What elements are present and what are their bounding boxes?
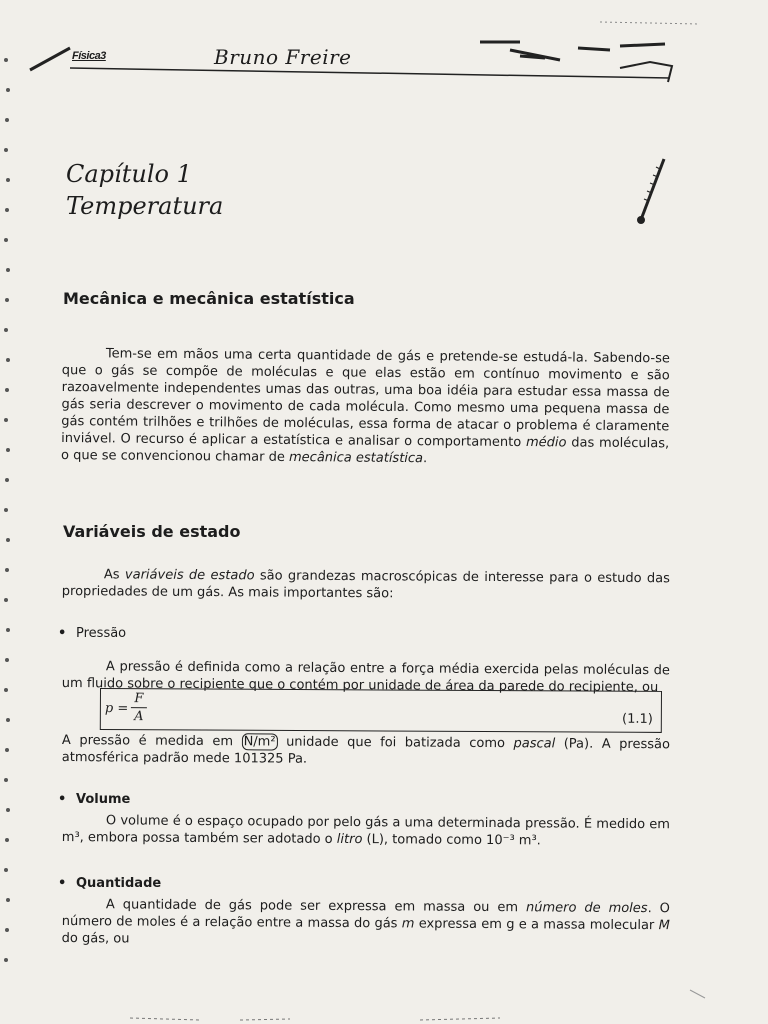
emphasis-text: litro	[336, 831, 363, 848]
course-logo: Física3	[72, 50, 106, 62]
paragraph-text: As	[103, 567, 126, 583]
bullet-dot: •	[58, 792, 67, 807]
fraction-denominator: A	[134, 709, 144, 725]
paragraph-text: O volume é o espaço ocupado por pelo gás a uma determinada pressão. É medido em m³, embora possa também ser adotado o	[61, 813, 670, 847]
emphasis-text: médio	[525, 435, 567, 451]
bullet-quantidade	[58, 876, 161, 891]
circled-unit: N/m²	[242, 733, 278, 750]
paragraph-quantidade	[62, 896, 670, 951]
emphasis-text: m	[401, 916, 415, 932]
section-heading-mecanica: Mecânica e mecânica estatística	[63, 289, 355, 308]
paragraph-text: unidade que foi batizada como	[277, 734, 514, 752]
bullet-label: Volume	[76, 792, 131, 807]
emphasis-text: mecânica estatística	[288, 449, 424, 467]
paragraph-text: expressa em g e a massa molecular	[414, 916, 659, 934]
chapter-title: Capítulo 1	[66, 160, 192, 188]
bullet-label: Pressão	[76, 626, 127, 641]
paragraph-variaveis	[62, 566, 670, 604]
paragraph-text: (L), tomado como 10⁻³ m³.	[362, 832, 541, 849]
paragraph-text: (Pa). A pressão atmosférica padrão mede 101325 Pa.	[61, 736, 670, 767]
paragraph-text: A pressão é medida em	[61, 733, 242, 750]
paragraph-text: são grandezas macroscópicas de interesse para o estudo das propriedades de um gás. As mais importantes são:	[61, 568, 670, 602]
bullet-dot: •	[58, 626, 67, 641]
equation-box	[100, 688, 662, 733]
emphasis-text: número de moles	[525, 900, 648, 917]
equation-number: (1.1)	[621, 711, 653, 727]
emphasis-text: variáveis de estado	[124, 567, 255, 584]
paragraph-text: A quantidade de gás pode ser expressa em massa ou em	[105, 897, 527, 916]
paragraph-pressao-unidade	[62, 732, 670, 770]
chapter-subtitle: Temperatura	[66, 192, 224, 220]
bullet-dot: •	[58, 876, 67, 891]
fraction-numerator: F	[131, 691, 147, 708]
emphasis-text: pascal	[513, 736, 556, 752]
thermometer-icon	[630, 155, 670, 230]
paragraph-text: do gás, ou	[61, 930, 130, 947]
bullet-label: Quantidade	[76, 876, 162, 891]
binder-holes-edge	[0, 30, 16, 990]
header-scribbles	[0, 0, 768, 110]
paragraph-mecanica	[61, 345, 670, 469]
bullet-volume	[58, 792, 130, 807]
equation-fraction	[131, 691, 147, 726]
paragraph-text: das moléculas, o que se convencionou chamar de	[60, 435, 670, 465]
bullet-pressao	[58, 626, 126, 641]
emphasis-text: M	[658, 918, 670, 934]
paragraph-text: Tem-se em mãos uma certa quantidade de gás e pretende-se estudá-la. Sabendo-se que o gás se compõe de moléculas e que elas estão em contínuo movimento e são razoavelmente independentes umas das outras, uma boa idéia para estudar essa massa de gás seria descrever o movimento de cada molécula. Como mesmo uma pequena massa de gás contém trilhões e trilhões de moléculas, essa forma de atacar o problema é claramente inviável. O recurso é aplicar a estatística e analisar o comportamento	[61, 346, 670, 451]
author-name: Bruno Freire	[214, 45, 352, 69]
paragraph-text: . O número de moles é a relação entre a massa do gás	[61, 901, 670, 932]
equation-lhs: p =	[104, 701, 129, 717]
paragraph-text: .	[422, 451, 428, 467]
paragraph-volume	[62, 812, 670, 850]
section-heading-variaveis: Variáveis de estado	[63, 522, 241, 541]
paragraph-text: A pressão é definida como a relação entre a força média exercida pelas moléculas de um fluido sobre o recipiente que o contém por unidade de área da parede do recipiente, ou	[61, 659, 670, 696]
